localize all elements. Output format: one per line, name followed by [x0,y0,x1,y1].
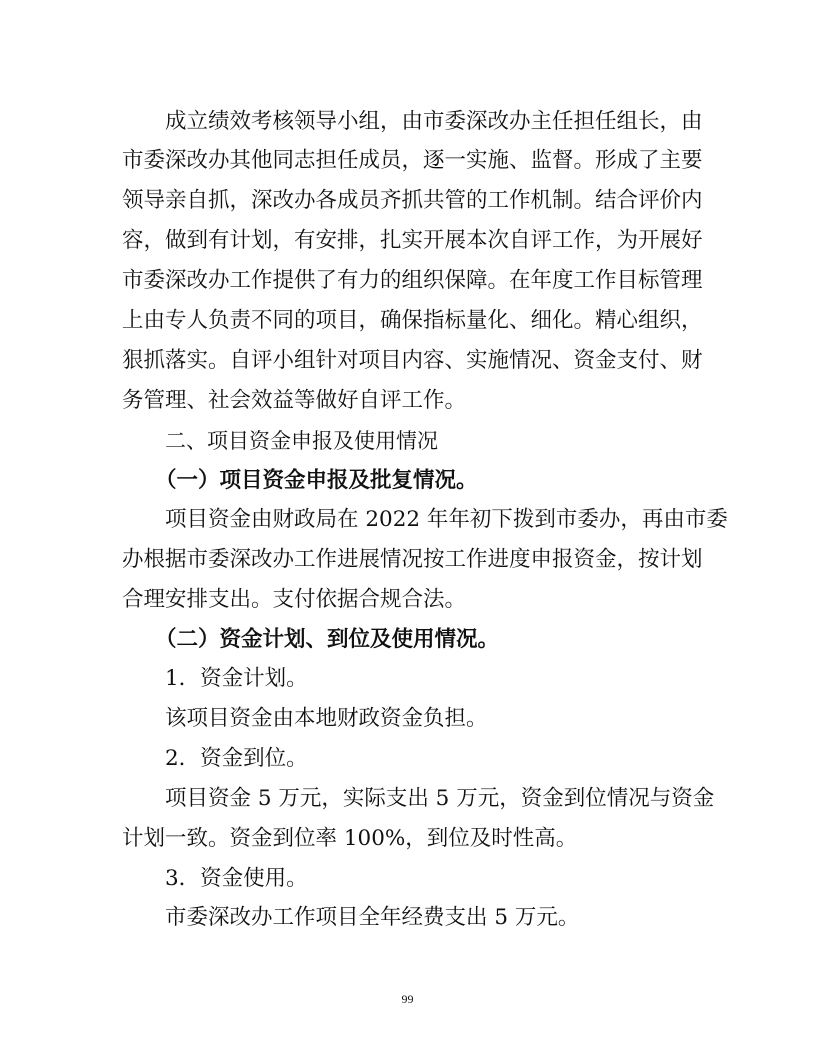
page-number: 99 [401,992,414,1006]
text-line: 合理安排支出。支付依据合规合法。 [122,587,467,612]
text-line: 成立绩效考核领导小组，由市委深改办主任担任组长，由 [165,109,703,134]
text-line: 市委深改办其他同志担任成员，逐一实施、监督。形成了主要 [122,148,703,173]
subsection-heading: （一）项目资金申报及批复情况。 [155,468,478,493]
text-line: 上由专人负责不同的项目，确保指标量化、细化。精心组织， [122,308,703,333]
text-line: 该项目资金由本地财政资金负担。 [165,706,488,731]
text-line: 务管理、社会效益等做好自评工作。 [122,388,467,413]
text-line: 容，做到有计划，有安排，扎实开展本次自评工作，为开展好 [122,228,703,253]
item-heading: 3．资金使用。 [165,866,308,891]
section-heading: 二、项目资金申报及使用情况 [165,429,438,453]
text-line: 狠抓落实。自评小组针对项目内容、实施情况、资金支付、财 [122,348,703,373]
text-line: 办根据市委深改办工作进展情况按工作进度申报资金，按计划 [122,547,703,572]
text-line: 项目资金由财政局在 2022 年年初下拨到市委办，再由市委 [165,507,728,532]
text-line: 市委深改办工作提供了有力的组织保障。在年度工作目标管理 [122,268,703,293]
text-line: 计划一致。资金到位率 100%，到位及时性高。 [122,826,578,851]
subsection-heading: （二）资金计划、到位及使用情况。 [155,627,500,652]
item-heading: 1．资金计划。 [165,666,308,691]
text-line: 领导亲自抓，深改办各成员齐抓共管的工作机制。结合评价内 [122,188,703,213]
item-heading: 2．资金到位。 [165,746,308,771]
text-line: 项目资金 5 万元，实际支出 5 万元，资金到位情况与资金 [165,786,715,811]
text-line: 市委深改办工作项目全年经费支出 5 万元。 [165,905,580,930]
